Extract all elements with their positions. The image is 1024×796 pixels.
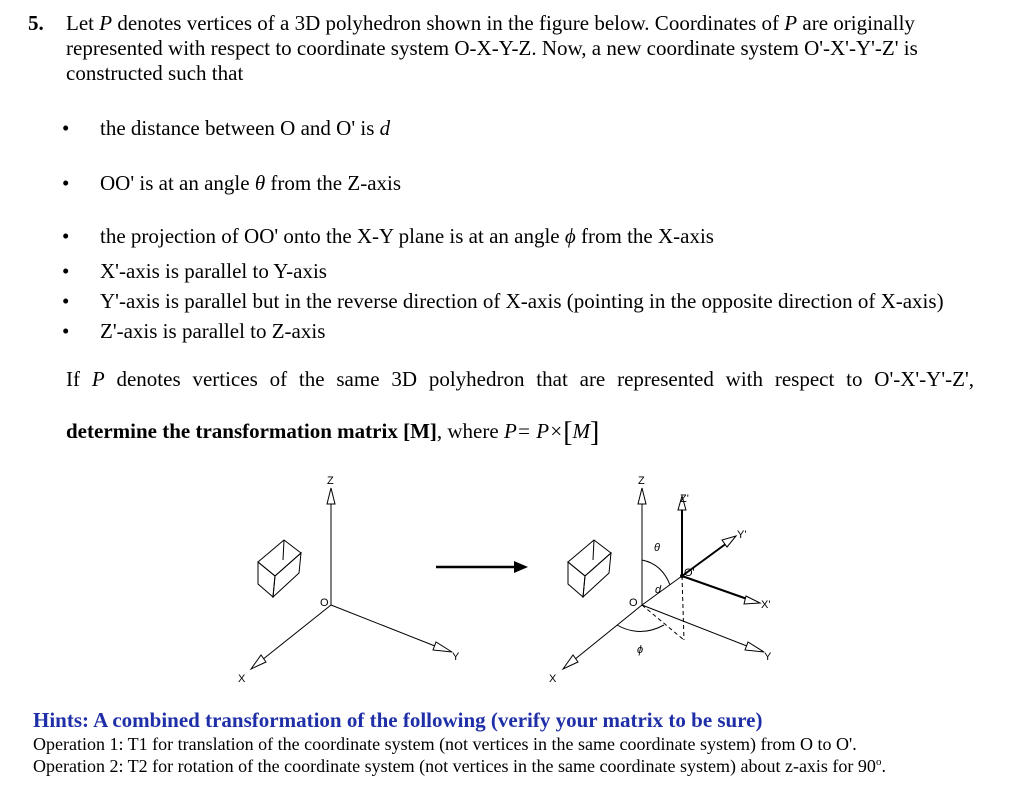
bullet-yprime: Y'-axis is parallel but in the reverse direction of X-axis (pointing in the opposite direction of X-axis) (100, 289, 944, 313)
phi-arc (617, 625, 664, 632)
right-y-axis (642, 605, 752, 648)
bullet-dot: • (62, 171, 70, 195)
right-y-label: Y (764, 651, 772, 663)
x-prime-axis (682, 576, 750, 600)
left-coordinate-system (251, 488, 452, 669)
right-y-arrowhead (745, 642, 764, 652)
bullet-theta: OO' is at an angle θ from the Z-axis (100, 171, 402, 195)
right-z-arrowhead (638, 488, 646, 504)
determine-line: determine the transformation matrix [M], where P= P×[M] (66, 417, 600, 448)
question-paragraph: If P denotes vertices of the same 3D polyhedron that are represented with respect to O'-X'-Y'-Z', (66, 367, 974, 391)
y-prime-label: Y' (737, 529, 747, 541)
bullet-dot: • (62, 319, 70, 343)
left-y-arrowhead (433, 642, 452, 652)
question-intro: Let P denotes vertices of a 3D polyhedron shown in the figure below. Coordinates of P are originally represented with respect to coordinate system O-X-Y-Z. Now, a new coordinate system O'-X'-Y'-Z' is constructed such that (66, 11, 918, 85)
theta-label: θ (654, 542, 660, 554)
bullet-phi: the projection of OO' onto the X-Y plane is at an angle ϕ from the X-axis (100, 224, 714, 248)
left-y-label: Y (452, 651, 460, 663)
o-prime-label: O' (684, 567, 695, 579)
transform-arrow (436, 561, 528, 573)
hint-operation-1: Operation 1: T1 for translation of the coordinate system (not vertices in the same coordinate system) from O to O'. (33, 734, 857, 754)
bullet-dot: • (62, 259, 70, 283)
hint-operation-2: Operation 2: T2 for rotation of the coordinate system (not vertices in the same coordinate system) about z-axis for 90$^o$. (33, 756, 886, 776)
question-number: 5. (28, 11, 44, 35)
coordinate-figure (0, 460, 1024, 700)
projection-dashed-line (682, 576, 684, 640)
d-label: d (655, 584, 662, 596)
left-x-label: X (238, 673, 246, 685)
bullet-dot: • (62, 224, 70, 248)
right-polyhedron (568, 540, 611, 597)
right-coordinate-system (563, 488, 764, 669)
left-polyhedron (258, 540, 301, 597)
left-y-axis (331, 605, 440, 648)
right-z-label: Z (638, 475, 645, 487)
x-prime-arrowhead (744, 596, 760, 604)
hints-title: Hints: A combined transformation of the following (verify your matrix to be sure) (33, 708, 763, 732)
right-x-axis (574, 605, 642, 660)
bullet-xprime: X'-axis is parallel to Y-axis (100, 259, 327, 283)
phi-label: ϕ (637, 644, 644, 656)
x-prime-label: X' (761, 599, 771, 611)
projection-ground-line (642, 605, 684, 640)
right-x-label: X (549, 673, 557, 685)
left-origin-label: O (320, 597, 329, 609)
bullet-zprime: Z'-axis is parallel to Z-axis (100, 319, 326, 343)
theta-arc (642, 560, 670, 585)
oo-prime-vector (642, 576, 682, 605)
bullet-distance: the distance between O and O' is d (100, 116, 391, 140)
z-prime-label: Z' (680, 493, 689, 505)
bullet-dot: • (62, 289, 70, 313)
left-z-arrowhead (327, 488, 335, 504)
bullet-dot: • (62, 116, 70, 140)
left-x-axis (262, 605, 331, 660)
left-x-arrowhead (251, 655, 266, 669)
left-z-label: Z (327, 475, 334, 487)
right-origin-label: O (629, 597, 638, 609)
right-x-arrowhead (563, 655, 578, 669)
